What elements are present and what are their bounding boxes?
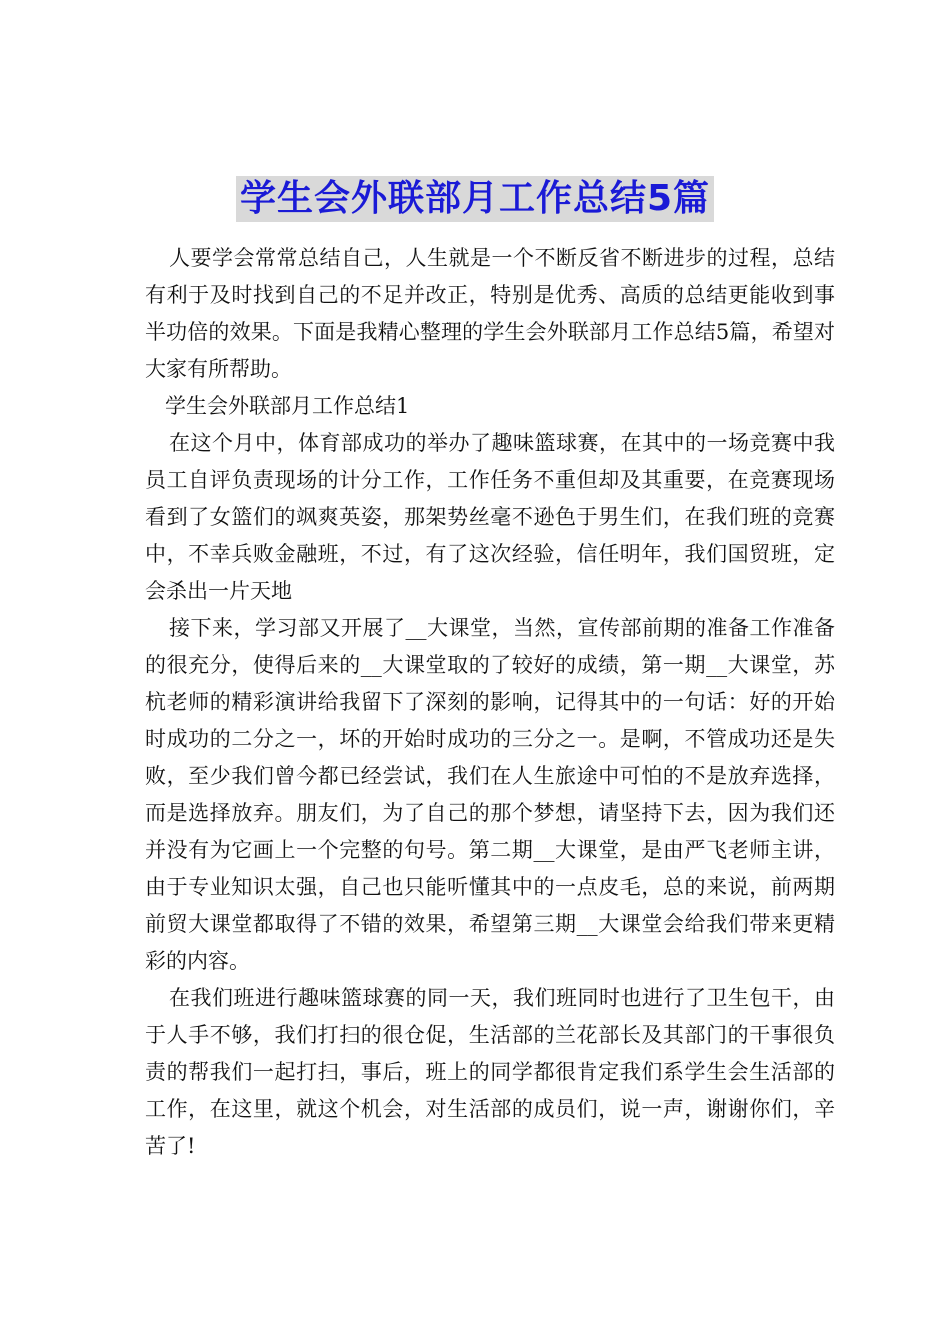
- body-paragraph: 接下来，学习部又开展了__大课堂，当然，宣传部前期的准备工作准备的很充分，使得后来的__大课堂取的了较好的成绩，第一期__大课堂，苏杭老师的精彩演讲给我留下了深刻的影响，记得其中的一句话：好的开始时成功的二分之一，坏的开始时成功的三分之一。是啊，不管成功还是失败，至少我们曾今都已经尝试，我们在人生旅途中可怕的不是放弃选择，而是选择放弃。朋友们，为了自己的那个梦想，请坚持下去，因为我们还并没有为它画上一个完整的句号。第二期__大课堂，是由严飞老师主讲，由于专业知识太强，自己也只能听懂其中的一点皮毛，总的来说，前两期前贸大课堂都取得了不错的效果，希望第三期__大课堂会给我们带来更精彩的内容。: [145, 616, 835, 973]
- document-title: 学生会外联部月工作总结5篇: [236, 176, 714, 222]
- title-container: [0, 176, 950, 222]
- document-body: [145, 240, 835, 1165]
- body-paragraph: 在这个月中，体育部成功的举办了趣味篮球赛，在其中的一场竞赛中我员工自评负责现场的计分工作，工作任务不重但却及其重要，在竞赛现场看到了女篮们的飒爽英姿，那架势丝毫不逊色于男生们，在我们班的竞赛中，不幸兵败金融班，不过，有了这次经验，信任明年，我们国贸班，定会杀出一片天地: [145, 431, 835, 603]
- intro-paragraph: 人要学会常常总结自己，人生就是一个不断反省不断进步的过程，总结有利于及时找到自己的不足并改正，特别是优秀、高质的总结更能收到事半功倍的效果。下面是我精心整理的学生会外联部月工作总结5篇，希望对大家有所帮助。: [145, 246, 835, 381]
- body-paragraph: 在我们班进行趣味篮球赛的同一天，我们班同时也进行了卫生包干，由于人手不够，我们打扫的很仓促，生活部的兰花部长及其部门的干事很负责的帮我们一起打扫，事后，班上的同学都很肯定我们系学生会生活部的工作，在这里，就这个机会，对生活部的成员们，说一声，谢谢你们，辛苦了!: [145, 986, 835, 1158]
- section-heading: 学生会外联部月工作总结1: [165, 394, 410, 418]
